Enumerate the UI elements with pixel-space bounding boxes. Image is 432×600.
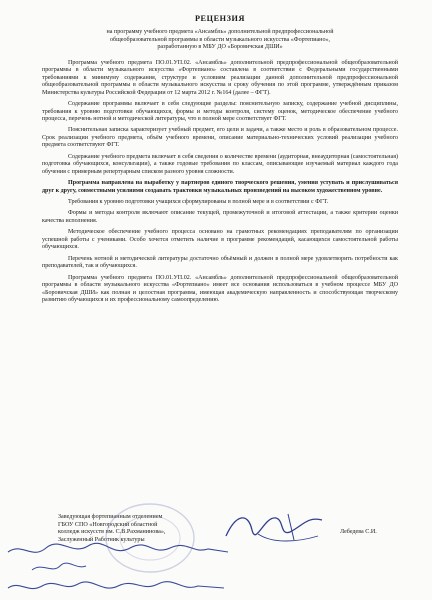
- paragraph-subject-content: Содержание учебного предмета включает в себя сведения о количестве времени (аудиторная, внеаудиторная (самостоятельная) подготовка обучающихся, консультации), а также годовые требования по классам, описывающие изучаемый материал каждого года обучения с примерным репертуарным списком разного уровня сложности.: [42, 153, 398, 175]
- paragraph-explanatory-note: Пояснительная записка характеризует учебный предмет, его цели и задачи, а также место и роль в образовательном процессе. Срок реализации учебного предмета, объём учебного времени, описание материально-технических условий реализации учебного предмета соответствуют ФГТ.: [42, 127, 398, 149]
- paragraph-contents: Содержание программы включает в себя следующие разделы: пояснительную записку, содержание учебной дисциплины, требования к уровню подготовки обучающихся, формы и методы контроля, систему оценок, методическое обеспечение учебного процесса, перечень нотной и методической литературы, что в полной мере соответствует ФГТ.: [42, 101, 398, 122]
- subtitle-line: разработанную в МБУ ДО «Боровичская ДШИ»: [157, 44, 283, 51]
- signature-line: колледж искусств им. С.В.Рахманинова»,: [58, 529, 166, 535]
- signature-line: Заслуженный Работник культуры: [58, 536, 145, 543]
- signature-line: ГБОУ СПО «Новгородский областной: [58, 521, 158, 528]
- paragraph-literature: Перечень нотной и методической литературы достаточно объёмный и должен в полной мере удовлетворить потребности как преподавателей, так и обучающихся.: [42, 255, 398, 270]
- paragraph-methodical-support: Методическое обеспечение учебного процесса основано на грамотных рекомендациях преподавателям по организации успешной работы с учениками. Особо хочется отметить наличие в программе рекомендаций, касающихся самостоятельной работы обучающихся.: [42, 229, 398, 251]
- handwritten-notes-icon: [2, 540, 262, 600]
- paragraph-conclusion: Программа учебного предмета ПО.01.УП.02. «Ансамбль» дополнительной предпрофессиональной общеобразовательной программы в области музыкального искусства «Фортепиано» имеет все основания использоваться в учебном процессе МБУ ДО «Боровичская ДШИ» как полная и целостная программа, имеющая академическую направленность и способствующая творческому развитию обучающихся и их профессиональному самоопределению.: [42, 274, 398, 304]
- subtitle-line: на программу учебного предмета «Ансамбль» дополнительной предпрофессиональной: [106, 29, 334, 35]
- paragraph-control-forms: Формы и методы контроля включают описание текущей, промежуточной и итоговой аттестации, а также критерии оценки качества исполнения.: [42, 210, 398, 224]
- signatory-name: Лебедева С.И.: [340, 529, 377, 535]
- paragraph-requirements: Требования к уровню подготовки учащихся сформулированы в полной мере и в соответствии с ФГТ.: [68, 199, 329, 206]
- document-subtitle: [42, 29, 398, 52]
- paragraph-program-basis: Программа учебного предмета ПО.01.УП.02. «Ансамбль» дополнительной предпрофессиональной общеобразовательной программы в области музыкального искусства «Фортепиано» составлена в соответствии с Федеральными государственными требованиями к минимуму содержания, структуре и условиям реализации данной дополнительной предпрофессиональной общеобразовательной программы в области музыкального искусства и сроку обучения по этой программе, утверждённым приказом Министерства культуры Российской Федерации от 12 марта 2012 г. №164 (далее – ФГТ).: [42, 59, 398, 96]
- document-title: РЕЦЕНЗИЯ: [194, 14, 246, 23]
- paragraph-program-aim: Программа направлена на выработку у партнеров единого творческого решения, умения уступать и прислушиваться друг к другу, совместными усилиями создавать трактовки музыкальных произведений на высоком художественном уровне.: [42, 180, 398, 194]
- subtitle-line: общеобразовательной программы в области музыкального искусства «Фортепиано»,: [109, 36, 331, 43]
- signature-line: Заведующая фортепианным отделением: [58, 514, 163, 520]
